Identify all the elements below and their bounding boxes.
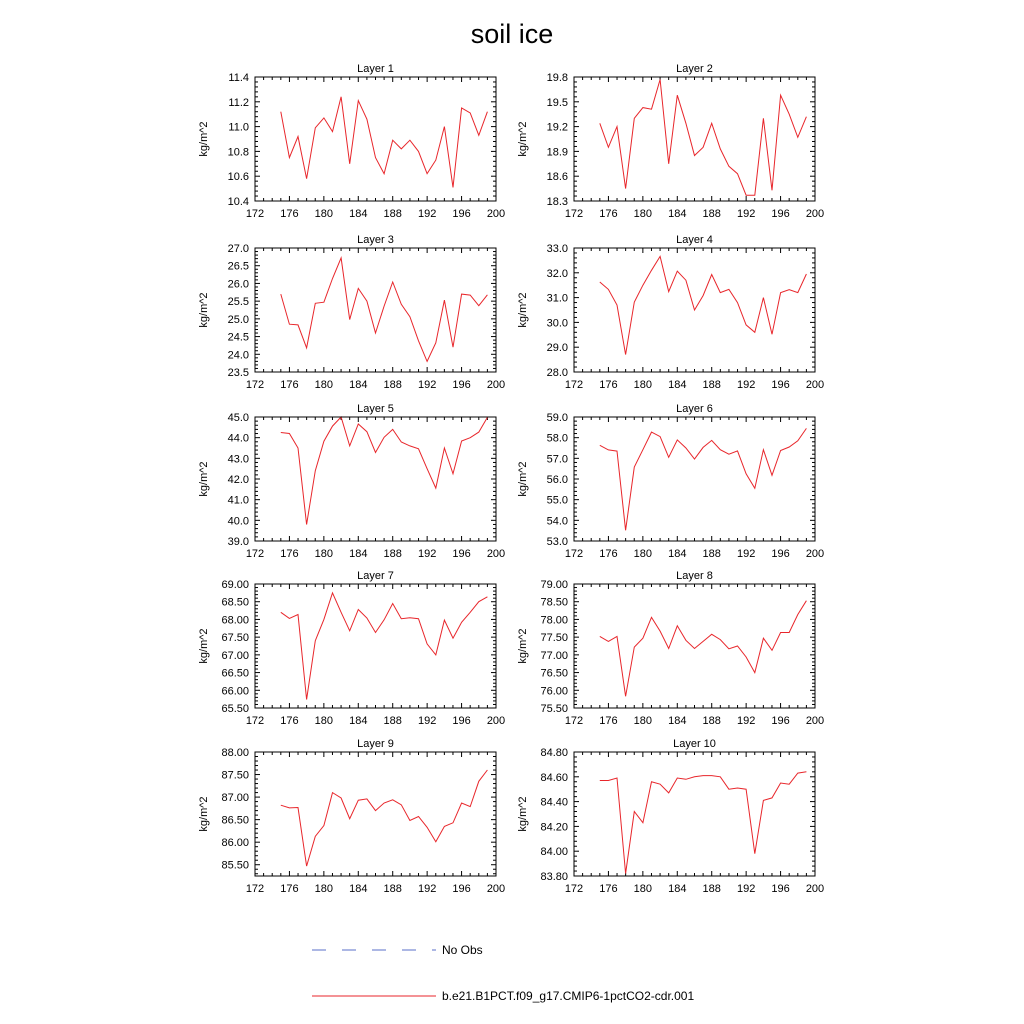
y-tick-label: 68.50: [221, 596, 249, 609]
y-axis-label: kg/m^2: [198, 292, 210, 328]
y-tick-label: 84.60: [540, 771, 568, 784]
x-tick-label: 172: [564, 379, 584, 391]
y-tick-label: 58.0: [546, 432, 568, 445]
x-tick-label: 188: [383, 883, 402, 895]
x-tick-label: 192: [736, 548, 756, 560]
x-tick-label: 184: [668, 715, 687, 727]
y-tick-label: 45.0: [227, 412, 249, 424]
y-tick-label: 56.0: [546, 474, 568, 486]
x-tick-label: 192: [417, 548, 437, 560]
y-axis-label: kg/m^2: [198, 628, 210, 664]
x-tick-label: 196: [771, 379, 790, 391]
y-tick-label: 18.6: [546, 171, 568, 184]
y-tick-label: 77.50: [540, 632, 568, 645]
y-tick-label: 66.50: [221, 667, 249, 680]
x-tick-label: 184: [668, 379, 687, 391]
y-tick-label: 19.5: [546, 96, 568, 109]
y-tick-label: 30.0: [546, 317, 568, 330]
y-axis-label: kg/m^2: [198, 796, 210, 832]
x-tick-label: 192: [736, 379, 756, 391]
x-tick-label: 188: [702, 379, 721, 391]
x-tick-label: 200: [805, 715, 825, 727]
y-tick-label: 10.4: [227, 196, 249, 208]
y-tick-label: 76.50: [540, 667, 568, 680]
x-tick-label: 180: [314, 379, 334, 391]
x-tick-label: 172: [564, 715, 584, 727]
y-tick-label: 18.3: [546, 196, 568, 208]
x-tick-label: 172: [245, 379, 265, 391]
x-tick-label: 188: [383, 715, 402, 727]
x-tick-label: 196: [452, 548, 471, 560]
x-tick-label: 200: [486, 548, 506, 560]
y-tick-label: 84.40: [540, 796, 568, 809]
x-tick-label: 200: [486, 379, 506, 391]
y-tick-label: 11.4: [228, 72, 249, 84]
x-tick-label: 192: [417, 379, 437, 391]
y-tick-label: 67.00: [221, 649, 249, 662]
x-tick-label: 180: [314, 548, 334, 560]
y-tick-label: 84.00: [540, 846, 568, 859]
panel-title: Layer 9: [357, 738, 394, 750]
y-tick-label: 78.50: [540, 596, 568, 609]
legend-label-no-obs: No Obs: [442, 943, 483, 957]
x-tick-label: 196: [771, 883, 790, 895]
y-tick-label: 11.0: [228, 121, 249, 134]
panel-title: Layer 1: [357, 63, 394, 75]
x-tick-label: 180: [633, 379, 653, 391]
y-tick-label: 67.50: [221, 632, 249, 645]
x-tick-label: 172: [245, 715, 265, 727]
x-tick-label: 176: [599, 715, 618, 727]
x-tick-label: 184: [668, 883, 687, 895]
y-tick-label: 75.50: [540, 703, 568, 715]
x-tick-label: 192: [736, 715, 756, 727]
x-tick-label: 172: [245, 208, 265, 220]
x-tick-label: 184: [349, 715, 368, 727]
x-tick-label: 184: [349, 548, 368, 560]
x-tick-label: 184: [668, 548, 687, 560]
y-tick-label: 43.0: [227, 453, 249, 466]
panel-title: Layer 3: [357, 234, 394, 246]
x-tick-label: 188: [702, 883, 721, 895]
y-tick-label: 55.0: [546, 494, 568, 507]
x-tick-label: 180: [633, 883, 653, 895]
y-tick-label: 44.0: [227, 432, 249, 445]
x-tick-label: 172: [245, 548, 265, 560]
x-tick-label: 184: [349, 883, 368, 895]
panel-title: Layer 7: [357, 570, 394, 582]
x-tick-label: 188: [702, 548, 721, 560]
x-tick-label: 172: [245, 883, 265, 895]
y-tick-label: 39.0: [227, 536, 249, 548]
y-tick-label: 54.0: [546, 515, 568, 528]
figure-title: soil ice: [470, 19, 554, 49]
y-tick-label: 25.5: [227, 296, 249, 309]
x-tick-label: 192: [417, 715, 437, 727]
x-tick-label: 176: [280, 379, 299, 391]
y-tick-label: 77.00: [540, 649, 568, 662]
panel-title: Layer 5: [357, 403, 394, 415]
x-tick-label: 188: [383, 208, 402, 220]
x-tick-label: 200: [805, 379, 825, 391]
y-axis-label: kg/m^2: [517, 461, 529, 497]
y-tick-label: 68.00: [221, 614, 249, 627]
y-tick-label: 31.0: [546, 292, 568, 305]
x-tick-label: 200: [486, 208, 506, 220]
y-tick-label: 24.5: [227, 331, 249, 344]
x-tick-label: 176: [599, 548, 618, 560]
y-tick-label: 40.0: [227, 515, 249, 528]
y-tick-label: 65.50: [221, 703, 249, 715]
x-tick-label: 176: [280, 883, 299, 895]
y-tick-label: 10.8: [227, 146, 249, 159]
y-tick-label: 28.0: [546, 367, 568, 379]
y-tick-label: 33.0: [546, 243, 568, 255]
x-tick-label: 180: [633, 208, 653, 220]
y-tick-label: 85.50: [221, 859, 249, 872]
x-tick-label: 176: [599, 883, 618, 895]
y-axis-label: kg/m^2: [517, 292, 529, 328]
y-tick-label: 76.00: [540, 685, 568, 698]
panel-title: Layer 10: [673, 738, 716, 750]
x-tick-label: 196: [452, 379, 471, 391]
y-tick-label: 84.20: [540, 821, 568, 834]
y-tick-label: 24.0: [227, 349, 249, 362]
y-axis-label: kg/m^2: [517, 121, 529, 157]
y-tick-label: 19.2: [546, 121, 568, 134]
x-tick-label: 184: [668, 208, 687, 220]
y-tick-label: 25.0: [227, 313, 249, 326]
y-tick-label: 84.80: [540, 747, 568, 759]
y-axis-label: kg/m^2: [517, 796, 529, 832]
y-tick-label: 26.5: [227, 260, 249, 273]
y-tick-label: 86.50: [221, 814, 249, 827]
y-tick-label: 69.00: [221, 579, 249, 591]
x-tick-label: 188: [702, 715, 721, 727]
x-tick-label: 196: [771, 208, 790, 220]
panel-title: Layer 2: [676, 63, 713, 75]
y-tick-label: 83.80: [540, 871, 568, 883]
x-tick-label: 192: [736, 883, 756, 895]
x-tick-label: 196: [452, 208, 471, 220]
y-tick-label: 79.00: [540, 579, 568, 591]
y-tick-label: 88.00: [221, 747, 249, 759]
y-tick-label: 32.0: [546, 267, 568, 280]
y-axis-label: kg/m^2: [198, 121, 210, 157]
x-tick-label: 188: [383, 548, 402, 560]
y-tick-label: 66.00: [221, 685, 249, 698]
x-tick-label: 192: [417, 883, 437, 895]
x-tick-label: 196: [452, 715, 471, 727]
x-tick-label: 200: [805, 548, 825, 560]
y-axis-label: kg/m^2: [198, 461, 210, 497]
x-tick-label: 196: [452, 883, 471, 895]
y-axis-label: kg/m^2: [517, 628, 529, 664]
x-tick-label: 192: [417, 208, 437, 220]
x-tick-label: 180: [633, 715, 653, 727]
y-tick-label: 26.0: [227, 278, 249, 291]
x-tick-label: 180: [314, 208, 334, 220]
x-tick-label: 172: [564, 208, 584, 220]
x-tick-label: 188: [383, 379, 402, 391]
y-tick-label: 29.0: [546, 342, 568, 355]
x-tick-label: 176: [280, 208, 299, 220]
x-tick-label: 200: [486, 883, 506, 895]
x-tick-label: 176: [599, 379, 618, 391]
y-tick-label: 86.00: [221, 837, 249, 850]
x-tick-label: 184: [349, 208, 368, 220]
x-tick-label: 184: [349, 379, 368, 391]
y-tick-label: 78.00: [540, 614, 568, 627]
x-tick-label: 200: [805, 883, 825, 895]
panel-title: Layer 8: [676, 570, 713, 582]
y-tick-label: 18.9: [546, 146, 568, 159]
x-tick-label: 180: [633, 548, 653, 560]
y-tick-label: 53.0: [546, 536, 568, 548]
x-tick-label: 176: [280, 548, 299, 560]
y-tick-label: 41.0: [227, 494, 249, 507]
y-tick-label: 23.5: [227, 367, 249, 379]
x-tick-label: 192: [736, 208, 756, 220]
y-tick-label: 57.0: [546, 453, 568, 466]
y-tick-label: 10.6: [227, 171, 249, 184]
x-tick-label: 180: [314, 883, 334, 895]
y-tick-label: 87.00: [221, 792, 249, 805]
x-tick-label: 188: [702, 208, 721, 220]
y-tick-label: 59.0: [546, 412, 568, 424]
y-tick-label: 11.2: [228, 96, 249, 109]
x-tick-label: 176: [280, 715, 299, 727]
x-tick-label: 172: [564, 548, 584, 560]
y-tick-label: 87.50: [221, 769, 249, 782]
panel-title: Layer 4: [676, 234, 713, 246]
x-tick-label: 200: [805, 208, 825, 220]
y-tick-label: 19.8: [546, 72, 568, 84]
panel-title: Layer 6: [676, 403, 713, 415]
x-tick-label: 196: [771, 548, 790, 560]
x-tick-label: 180: [314, 715, 334, 727]
y-tick-label: 27.0: [227, 243, 249, 255]
x-tick-label: 196: [771, 715, 790, 727]
x-tick-label: 200: [486, 715, 506, 727]
y-tick-label: 42.0: [227, 474, 249, 486]
x-tick-label: 176: [599, 208, 618, 220]
legend-label-model-run: b.e21.B1PCT.f09_g17.CMIP6-1pctCO2-cdr.001: [442, 989, 695, 1003]
x-tick-label: 172: [564, 883, 584, 895]
